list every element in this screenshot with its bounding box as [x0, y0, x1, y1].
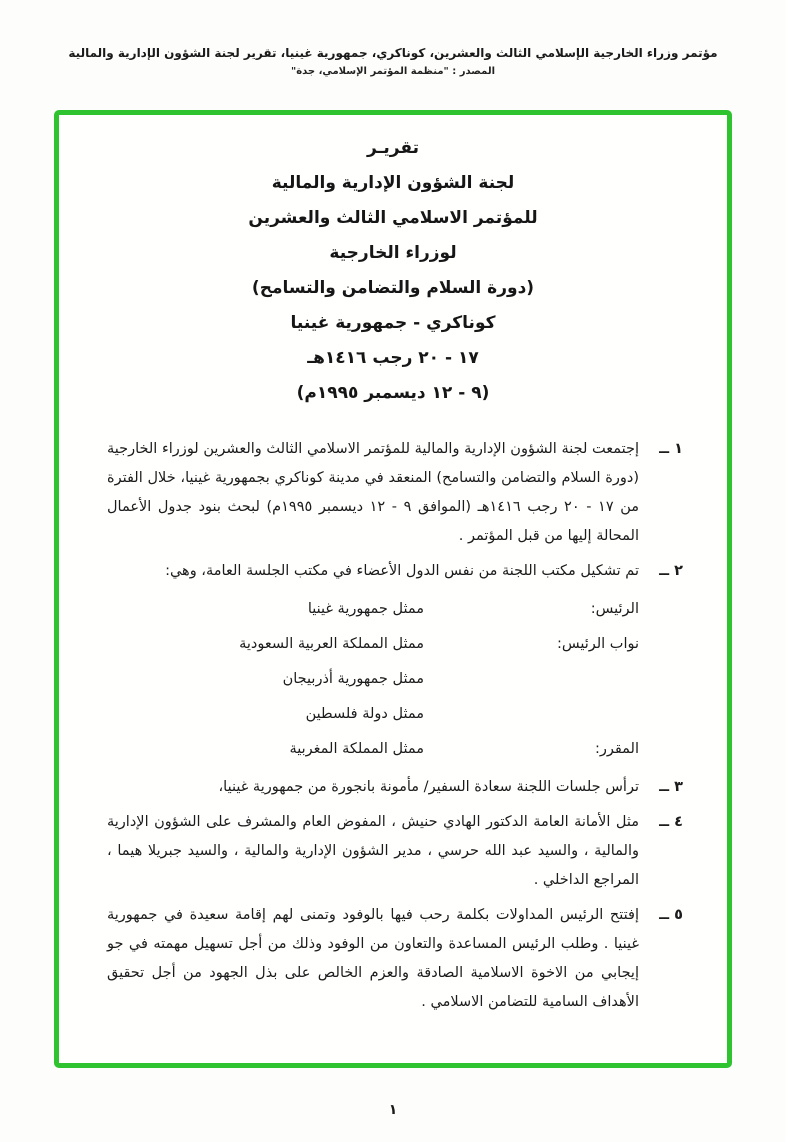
title-line-report: تقريـر — [367, 138, 419, 158]
title-line-committee: لجنة الشؤون الإدارية والمالية — [271, 173, 515, 193]
paragraph-5 — [107, 901, 683, 1017]
bureau-row-vice-chairmen — [107, 627, 639, 662]
paragraph-1 — [107, 435, 683, 551]
paragraph-3-text: ترأس جلسات اللجنة سعادة السفير/ مأمونة بانجورة من جمهورية غينيا، — [218, 779, 639, 795]
paragraph-5-number: ٥ ــ — [659, 907, 683, 923]
bureau-role — [424, 697, 639, 732]
bureau-member: ممثل دولة فلسطين — [305, 706, 424, 722]
paragraph-2 — [107, 557, 683, 586]
header-citation: مؤتمر وزراء الخارجية الإسلامي الثالث والعشرين، كوناكري، جمهورية غينيا، تقرير لجنة الشؤون الإدارية والمالية — [68, 46, 718, 60]
bureau-row-rapporteur — [107, 732, 639, 767]
bureau-member: ممثل جمهورية غينيا — [307, 601, 424, 617]
title-line-hijri-date: ١٧ - ٢٠ رجب ١٤١٦هـ — [307, 348, 479, 368]
paragraph-1-number: ١ ــ — [659, 441, 683, 457]
bureau-member: ممثل المملكة المغربية — [289, 741, 424, 757]
paragraph-3-number: ٣ ــ — [659, 779, 683, 795]
paragraph-2-text: تم تشكيل مكتب اللجنة من نفس الدول الأعضاء في مكتب الجلسة العامة، وهي: — [165, 563, 639, 579]
paragraph-5-text: إفتتح الرئيس المداولات بكلمة رحب فيها بالوفود وتمنى لهم إقامة سعيدة في جمهورية غينيا . وطلب الرئيس المساعدة والتعاون من الوفود وذلك من أجل تسهيل مهمته في جو إيجابي من الاخوة الاسلامية الصادقة والعزم الخالص على بذل الجهود من أجل تحقيق الأهداف السامية للتضامن الاسلامي . — [107, 907, 639, 1010]
paragraph-4-number: ٤ ــ — [659, 814, 683, 830]
bureau-row-chairman — [107, 592, 639, 627]
content-frame — [54, 110, 732, 1068]
paragraph-1-text: إجتمعت لجنة الشؤون الإدارية والمالية للمؤتمر الاسلامي الثالث والعشرين لوزراء الخارجية (دورة السلام والتضامن والتسامح) المنعقد في مدينة كوناكري بجمهورية غينيا، خلال الفترة من ١٧ - ٢٠ رجب ١٤١٦هـ (الموافق ٩ - ١٢ ديسمبر ١٩٩٥م) لبحث بنود جدول الأعمال المحالة إليها من قبل المؤتمر . — [107, 441, 639, 544]
page-number: ١ — [388, 1102, 398, 1118]
bureau-member: ممثل المملكة العربية السعودية — [239, 636, 424, 652]
bureau-role: نواب الرئيس: — [556, 636, 639, 652]
paragraph-3 — [107, 773, 683, 802]
paragraph-2-number: ٢ ــ — [659, 563, 683, 579]
title-line-ministers: لوزراء الخارجية — [329, 243, 457, 263]
bureau-role: الرئيس: — [590, 601, 639, 617]
bureau-role: المقرر: — [594, 741, 639, 757]
bureau-row-azerbaijan — [107, 662, 639, 697]
bureau-role — [424, 662, 639, 697]
report-body — [59, 411, 727, 1017]
title-line-session: (دورة السلام والتضامن والتسامح) — [251, 278, 535, 298]
document-header — [0, 46, 786, 77]
title-block — [59, 115, 727, 411]
title-line-gregorian-date: (٩ - ١٢ ديسمبر ١٩٩٥م) — [296, 383, 490, 403]
committee-bureau-list — [107, 592, 683, 767]
paragraph-4 — [107, 808, 683, 895]
title-line-location: كوناكري - جمهورية غينيا — [290, 313, 496, 333]
bureau-row-palestine — [107, 697, 639, 732]
title-line-conference: للمؤتمر الاسلامي الثالث والعشرين — [248, 208, 538, 228]
header-source: المصدر : "منظمة المؤتمر الإسلامي، جدة" — [290, 66, 495, 77]
paragraph-4-text: مثل الأمانة العامة الدكتور الهادي حنيش ، المفوض العام والمشرف على الشؤون الإدارية والمالية ، والسيد عبد الله حرسي ، مدير الشؤون الإدارية والمالية ، والسيد جبريلا هيما ، المراجع الداخلي . — [107, 814, 639, 888]
bureau-member: ممثل جمهورية أذربيجان — [282, 671, 424, 687]
